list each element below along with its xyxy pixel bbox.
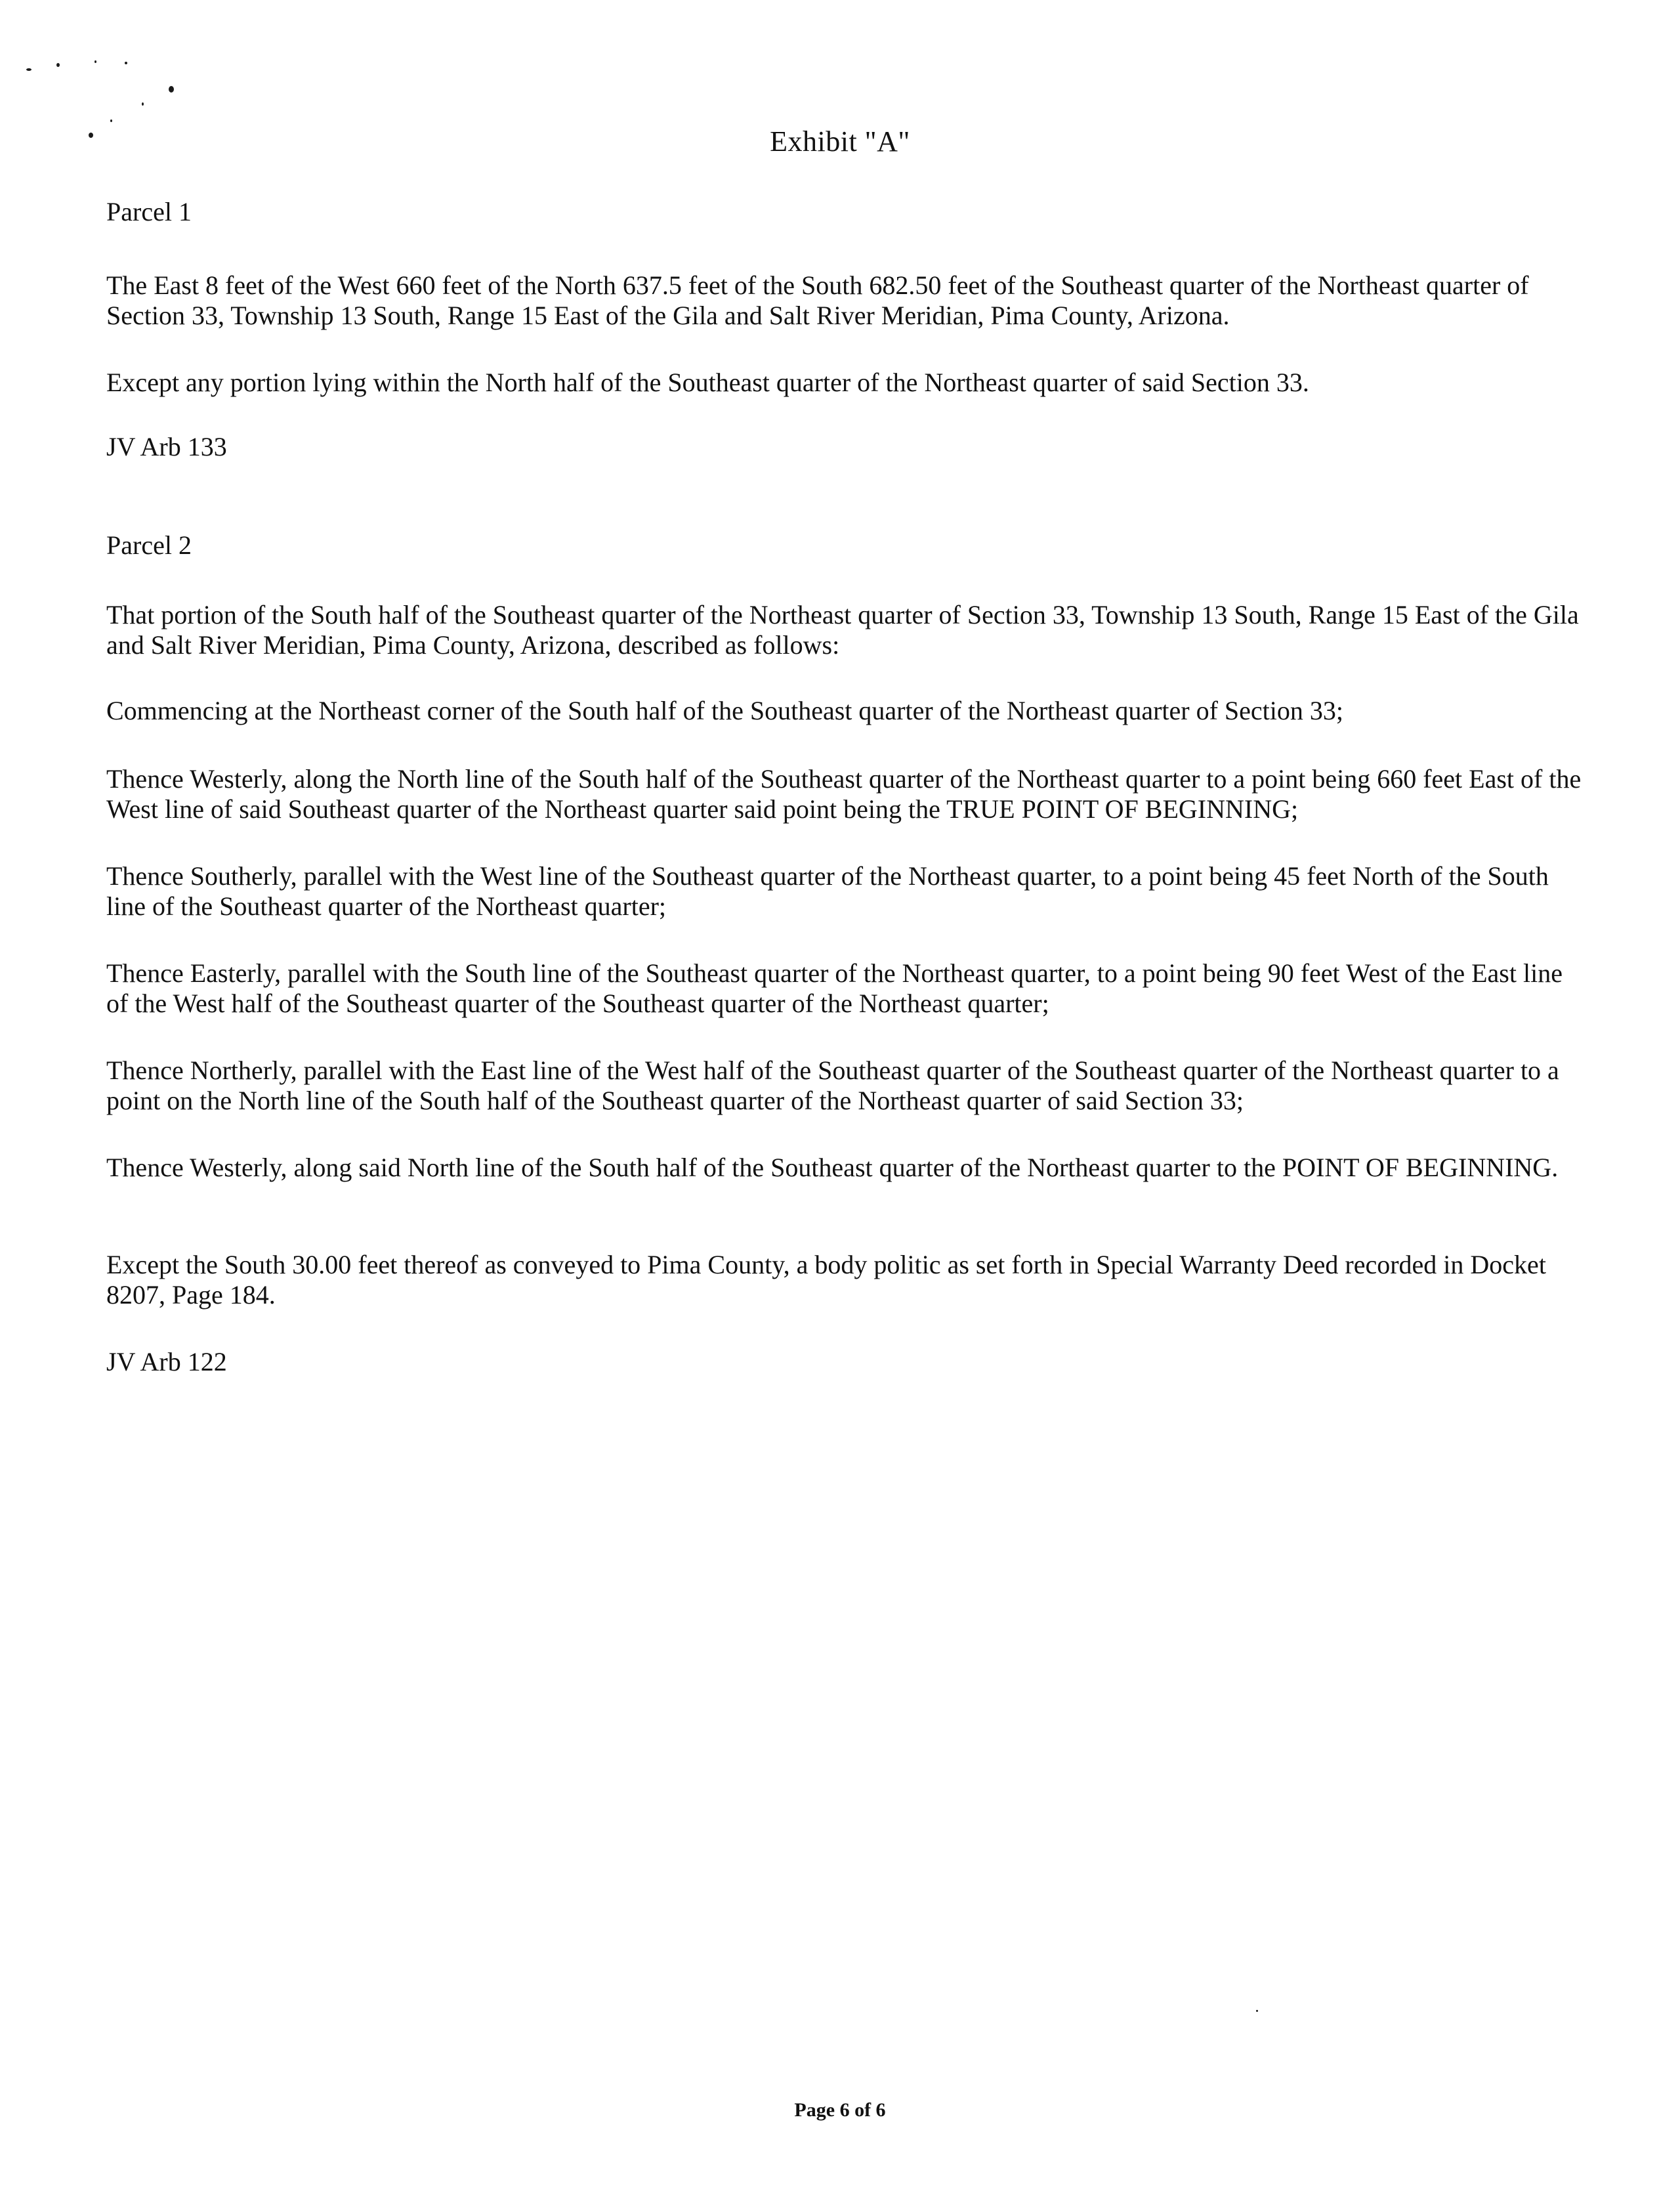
parcel-1-exception: Except any portion lying within the North half of the Southeast quarter of the Northeast quarter of said Section 33. bbox=[106, 368, 1309, 397]
scan-speck bbox=[26, 68, 32, 71]
parcel-2-course-1: Thence Westerly, along the North line of the South half of the Southeast quarter of the Northeast quarter to a point being 660 feet East of the West line of said Southeast quarter of the Northeast quarter said point being the TRUE POINT OF BEGINNING; bbox=[106, 764, 1582, 824]
parcel-2-course-2: Thence Southerly, parallel with the West line of the Southeast quarter of the Northeast quarter, to a point being 45 feet North of the South line of the Southeast quarter of the Northeast quarter; bbox=[106, 861, 1549, 921]
scan-speck bbox=[110, 119, 112, 122]
parcel-2-intro: That portion of the South half of the Southeast quarter of the Northeast quarter of Section 33, Township 13 South, Range 15 East of the Gila and Salt River Meridian, Pima County, Arizona, described as follows: bbox=[106, 600, 1579, 660]
scan-speck bbox=[169, 86, 174, 93]
parcel-2-reference: JV Arb 122 bbox=[106, 1347, 227, 1376]
parcel-2-course-3: Thence Easterly, parallel with the South line of the Southeast quarter of the Northeast quarter, to a point being 90 feet West of the East line of the West half of the Southeast quarter of the Southeast quarter of the Northeast quarter; bbox=[106, 958, 1563, 1018]
scan-speck bbox=[56, 63, 60, 67]
page-number: Page 6 of 6 bbox=[794, 2099, 886, 2121]
scan-speck bbox=[1256, 2010, 1258, 2012]
parcel-2-heading: Parcel 2 bbox=[106, 530, 192, 560]
parcel-2-course-5: Thence Westerly, along said North line of the South half of the Southeast quarter of the Northeast quarter to the POINT OF BEGINNING. bbox=[106, 1153, 1559, 1182]
scan-speck bbox=[142, 102, 144, 106]
scan-speck bbox=[125, 62, 127, 64]
parcel-1-description: The East 8 feet of the West 660 feet of the North 637.5 feet of the South 682.50 feet of the Southeast quarter of the Northeast quarter of Section 33, Township 13 South, Range 15 East of the Gila and Salt River Meridian, Pima County, Arizona. bbox=[106, 270, 1529, 330]
parcel-2-course-4: Thence Northerly, parallel with the East line of the West half of the Southeast quarter of the Southeast quarter of the Northeast quarter to a point on the North line of the South half of the Southeast quarter of the Northeast quarter of said Section 33; bbox=[106, 1055, 1559, 1115]
parcel-1-reference: JV Arb 133 bbox=[106, 432, 227, 461]
scan-speck bbox=[94, 60, 96, 63]
parcel-2-commencing: Commencing at the Northeast corner of the South half of the Southeast quarter of the Northeast quarter of Section 33; bbox=[106, 696, 1344, 725]
exhibit-title: Exhibit "A" bbox=[770, 125, 910, 158]
parcel-2-exception: Except the South 30.00 feet thereof as conveyed to Pima County, a body politic as set forth in Special Warranty Deed recorded in Docket 8207, Page 184. bbox=[106, 1250, 1546, 1310]
parcel-1-heading: Parcel 1 bbox=[106, 197, 192, 226]
